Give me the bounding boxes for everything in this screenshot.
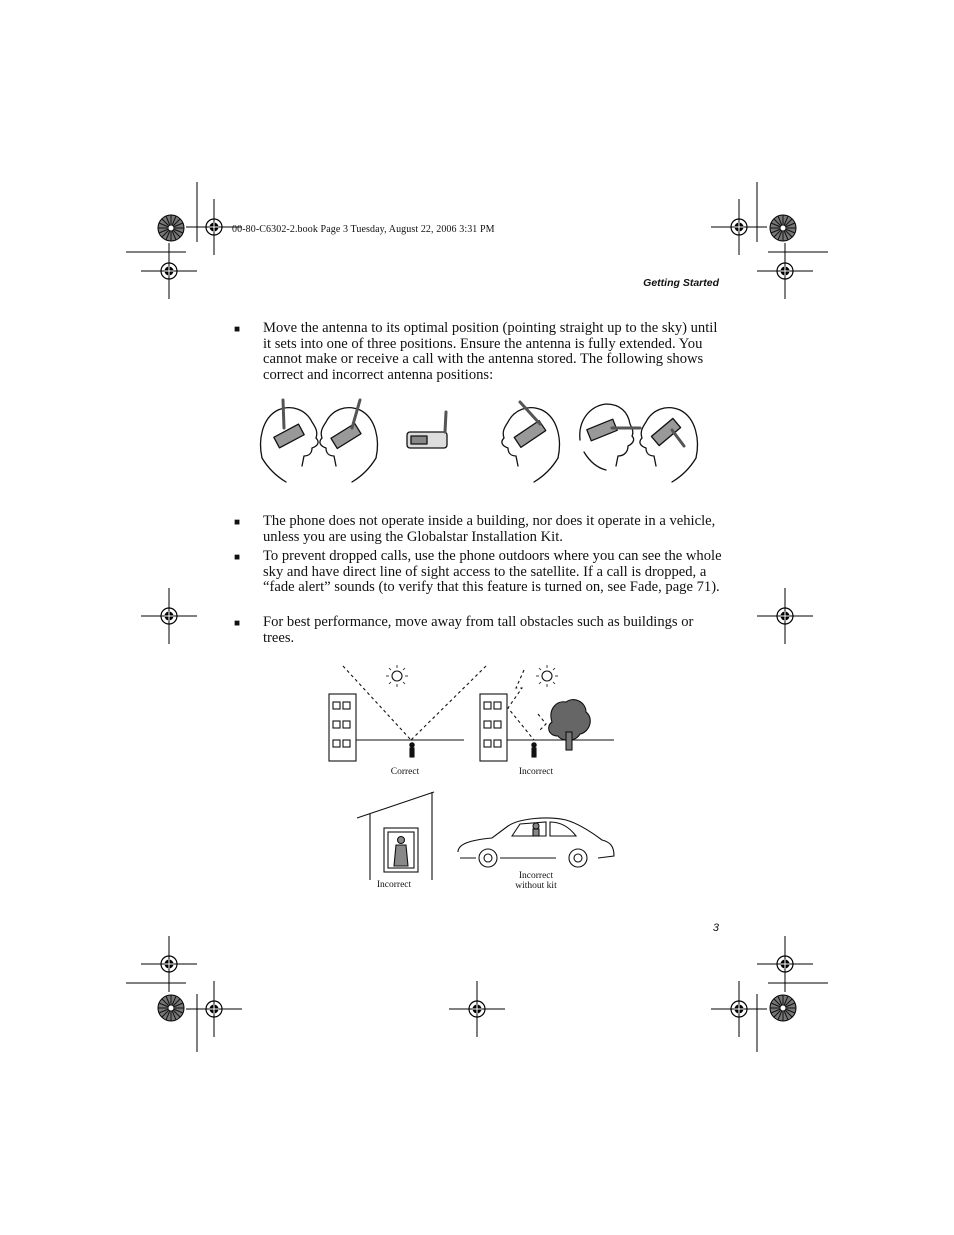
correct-label: Correct: [390, 767, 420, 777]
bullet-text: For best performance, move away from tall obstacles such as buildings or trees.: [263, 614, 694, 646]
registration-mark-icon: [757, 243, 813, 299]
list-item: [234, 549, 724, 596]
section-title: Getting Started: [643, 277, 719, 289]
registration-mark-icon: [711, 981, 767, 1037]
page-number: 3: [712, 922, 719, 934]
incorrect-car-label-line1: Incorrect: [518, 871, 554, 881]
registration-mark-icon: [186, 981, 242, 1037]
bullet-marker: ■: [234, 324, 241, 335]
registration-mark-icon: [141, 588, 197, 644]
bullet-marker: ■: [234, 618, 241, 629]
registration-mark-icon: [141, 936, 197, 992]
list-item: [234, 514, 724, 545]
bullet-marker: ■: [234, 517, 241, 528]
incorrect-car-label: [506, 872, 566, 891]
registration-mark-icon: [711, 199, 767, 255]
bullet-text: The phone does not operate inside a building, nor does it operate in a vehicle, unless you are using the Globalstar Installation Kit.: [263, 513, 716, 545]
registration-starburst-icon: [770, 215, 796, 241]
list-item: [234, 615, 724, 646]
registration-mark-icon: [757, 936, 813, 992]
registration-mark-icon: [449, 981, 505, 1037]
incorrect-obstructed-label: Incorrect: [518, 767, 554, 777]
print-slug: 00-80-C6302-2.book Page 3 Tuesday, August 22, 2006 3:31 PM: [232, 224, 495, 235]
registration-starburst-icon: [158, 215, 184, 241]
registration-mark-icon: [141, 243, 197, 299]
bullet-text: Move the antenna to its optimal position (pointing straight up to the sky) until it sets into one of three positions. Ensure the antenna is fully extended. You cannot make or receive a call with the antenna stored. The following shows correct and incorrect antenna positions:: [263, 320, 718, 383]
incorrect-car-label-line2: without kit: [515, 880, 557, 891]
bullet-text: To prevent dropped calls, use the phone outdoors where you can see the whole sky and have direct line of sight access to the satellite. If a call is dropped, a “fade alert” sounds (to verify that this feature is turned on, see Fade, page 71).: [263, 548, 722, 596]
registration-starburst-icon: [770, 995, 796, 1021]
registration-mark-icon: [757, 588, 813, 644]
list-item: [234, 321, 724, 383]
bullet-marker: ■: [234, 552, 241, 563]
incorrect-indoor-label: Incorrect: [376, 880, 412, 890]
registration-starburst-icon: [158, 995, 184, 1021]
